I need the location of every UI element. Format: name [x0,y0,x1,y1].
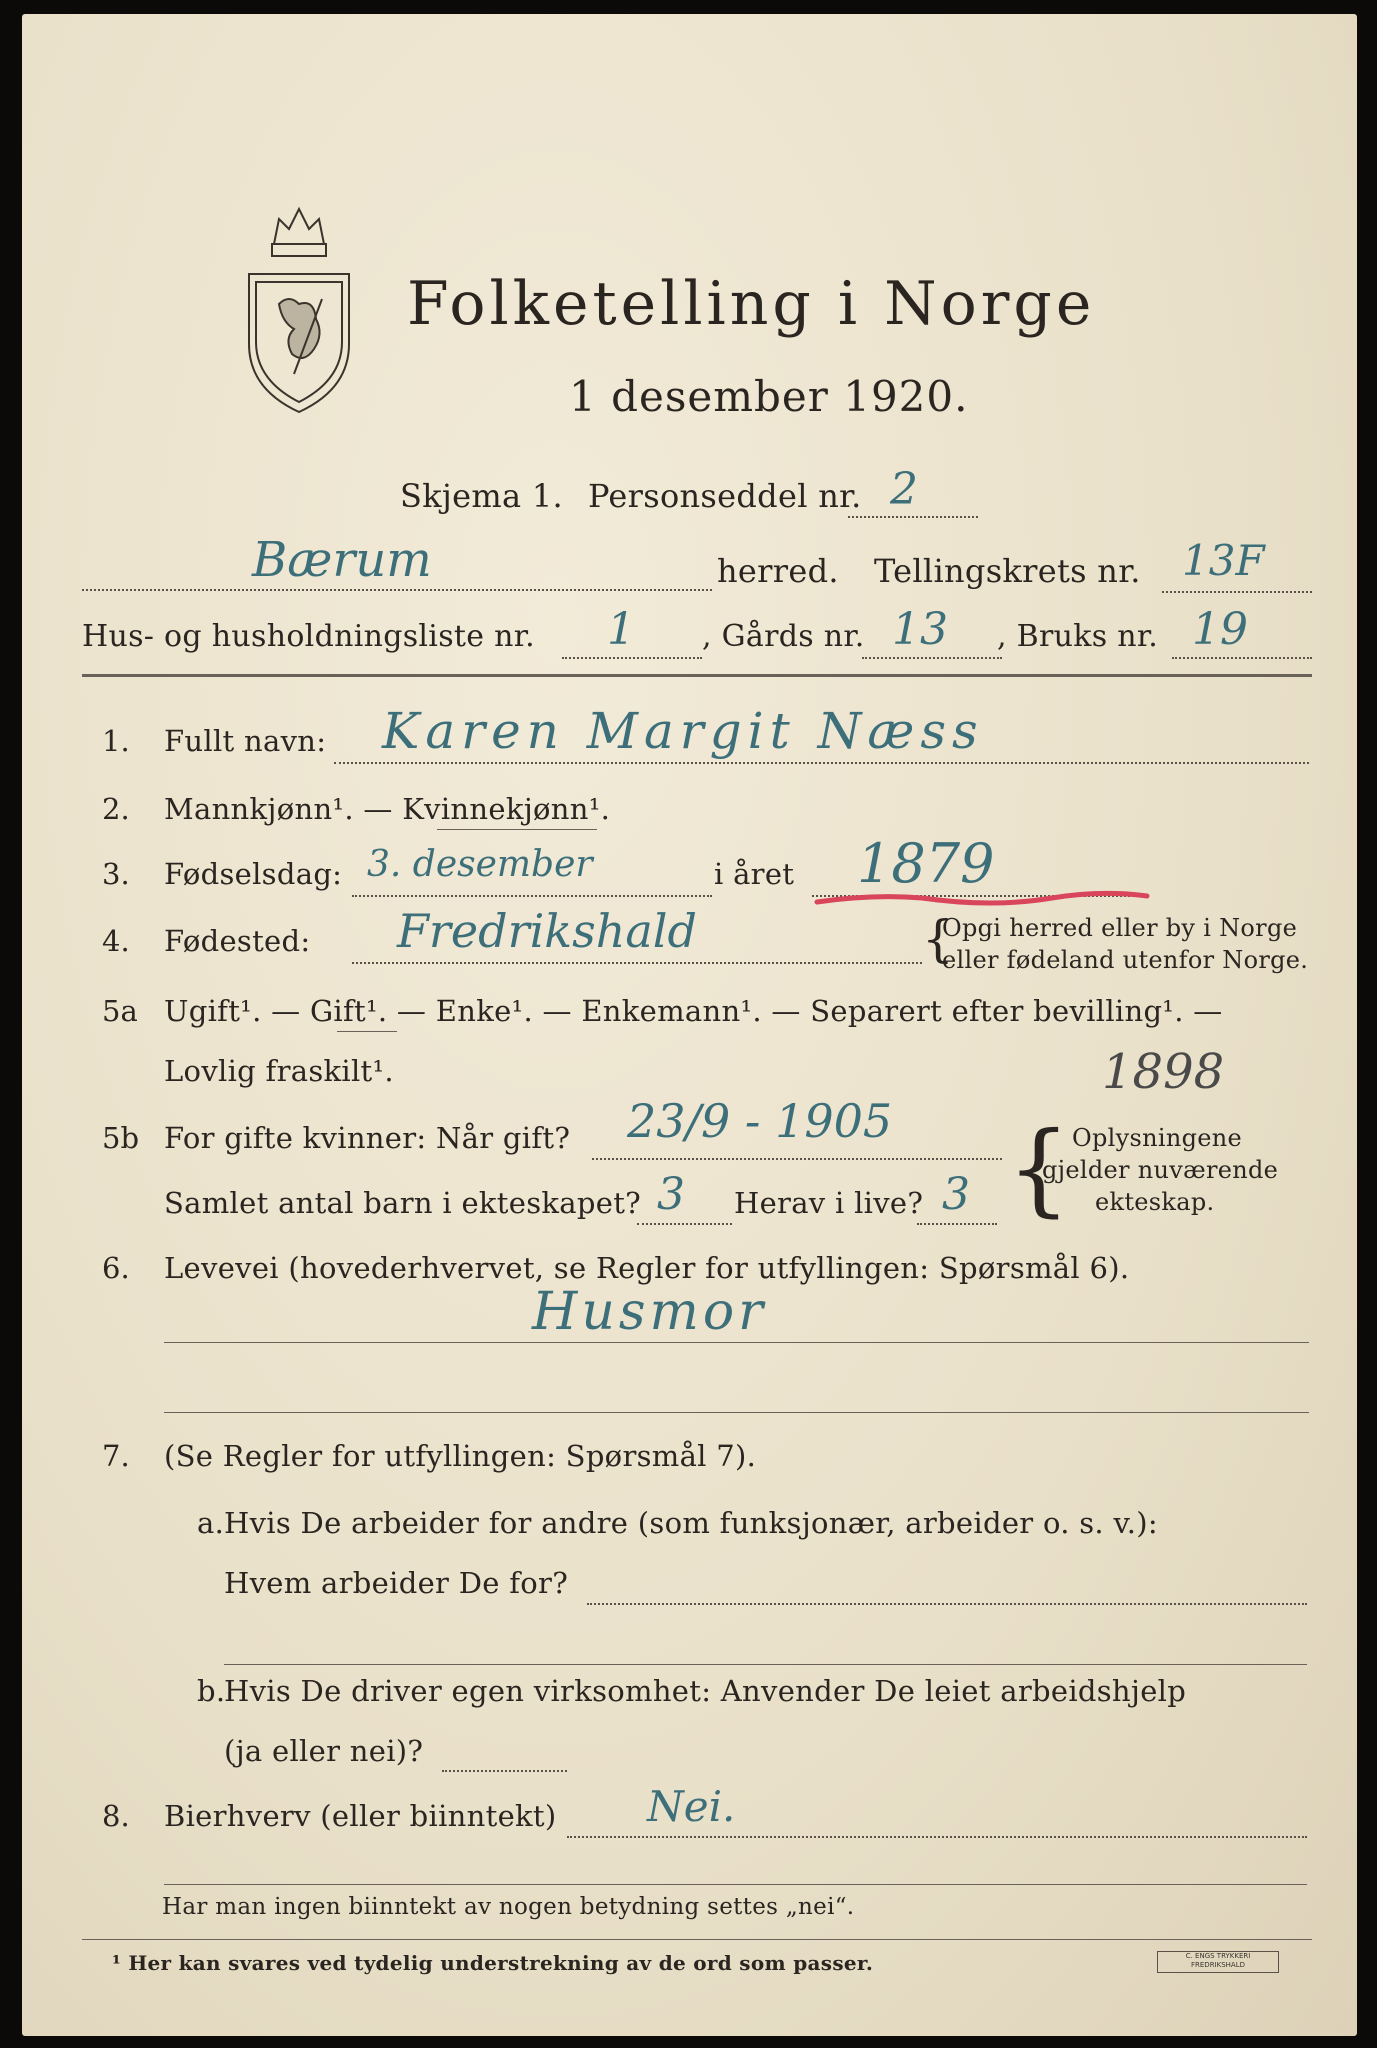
header-divider [82,674,1312,677]
skjema-label: Skjema 1. [400,477,563,515]
q3-year-label: i året [714,857,795,891]
q7b-number: b. [197,1674,226,1708]
q6-number: 6. [102,1251,130,1285]
q4-note-2: eller fødeland utenfor Norge. [942,946,1309,974]
q6-line-1 [164,1342,1309,1343]
tellingskrets-label: Tellingskrets nr. [874,552,1141,590]
q6-value: Husmor [532,1282,767,1342]
q8-label: Bierhverv (eller biinntekt) [164,1799,557,1833]
q7a-line-2 [224,1664,1307,1665]
q1-number: 1. [102,724,130,758]
q5b-note-2: gjelder nuværende [1042,1156,1279,1184]
q4-line [352,962,922,964]
husliste-label: Hus- og husholdningsliste nr. [82,619,535,654]
bruks-value: 19 [1192,604,1248,655]
q1-label: Fullt navn: [164,724,327,758]
q1-line [334,762,1309,764]
bruks-label: , Bruks nr. [997,619,1159,654]
q7a-label: Hvis De arbeider for andre (som funksjonær, arbeider o. s. v.): [224,1506,1158,1540]
q5b-alive-label: Herav i live? [734,1186,924,1220]
red-pencil-mark [812,884,1152,914]
q3-label: Fødselsdag: [164,857,343,891]
q7a-line-1 [587,1603,1307,1605]
q8-line [567,1836,1307,1838]
personseddel-value: 2 [890,464,918,515]
q1-value: Karen Margit Næss [382,702,984,760]
personseddel-line [848,516,978,518]
q4-label: Fødested: [164,924,311,958]
q5b-alive-value: 3 [942,1169,970,1220]
q8-line-2 [164,1884,1307,1885]
husliste-line [562,657,702,659]
bruks-line [1172,657,1312,659]
q3-number: 3. [102,857,130,891]
q5b-note-1: Oplysningene [1072,1124,1243,1152]
q3-year-value: 1879 [857,832,995,895]
q5b-line [592,1158,1002,1160]
q5b-note-3: ekteskap. [1095,1188,1215,1216]
tellingskrets-value: 13F [1182,536,1265,585]
q5b-children-label: Samlet antal barn i ekteskapet? [164,1186,641,1220]
q2-underline [437,829,597,830]
q4-number: 4. [102,924,130,958]
tellingskrets-line [1162,591,1312,593]
husliste-value: 1 [607,604,635,655]
q7b-label-2: (ja eller nei)? [224,1734,424,1768]
q5b-alive-line [917,1223,997,1225]
q5a-side-value: 1898 [1102,1044,1225,1100]
q5b-number: 5b [102,1121,140,1155]
herred-label: herred. [717,552,839,590]
form-date: 1 desember 1920. [569,372,969,421]
personseddel-label: Personseddel nr. [588,477,862,515]
q7b-line [442,1770,567,1772]
q2-number: 2. [102,792,130,826]
q3-value: 3. desember [367,844,593,885]
q5a-underline [337,1031,397,1032]
q5a-label: Ugift¹. — Gift¹. — Enke¹. — Enkemann¹. — Separert efter bevilling¹. — [164,994,1223,1028]
q7b-label: Hvis De driver egen virksomhet: Anvender De leiet arbeidshjelp [224,1674,1187,1708]
coat-of-arms-icon [244,204,354,419]
q6-label: Levevei (hovederhvervet, se Regler for utfyllingen: Spørsmål 6). [164,1251,1130,1285]
q7a-label-2: Hvem arbeider De for? [224,1566,569,1600]
q3-line [352,895,712,897]
q5b-children-value: 3 [657,1169,685,1220]
q4-brace: { [922,910,954,968]
q5a-label-2: Lovlig fraskilt¹. [164,1054,394,1088]
q8-number: 8. [102,1799,130,1833]
herred-value: Bærum [252,532,432,588]
q4-note-1: Opgi herred eller by i Norge [942,914,1298,942]
gards-value: 13 [892,604,948,655]
footer-divider [82,1939,1312,1940]
footer-note: Har man ingen biinntekt av nogen betydning settes „nei“. [162,1894,855,1920]
q5b-label: For gifte kvinner: Når gift? [164,1121,571,1155]
q7-number: 7. [102,1439,130,1473]
q4-value: Fredrikshald [397,904,697,958]
gards-label: , Gårds nr. [702,619,865,654]
q7a-number: a. [197,1506,225,1540]
census-form [22,14,1357,2036]
q5b-brace: { [1007,1110,1071,1227]
printer-stamp: C. ENGS TRYKKERI FREDRIKSHALD [1157,1951,1279,1973]
herred-line [82,589,712,591]
q8-value: Nei. [647,1782,736,1831]
footnote: ¹ Her kan svares ved tydelig understrekning av de ord som passer. [112,1951,874,1975]
q5b-value: 23/9 - 1905 [627,1094,893,1148]
q6-line-2 [164,1412,1309,1413]
form-title: Folketelling i Norge [407,269,1096,339]
gards-line [862,657,1002,659]
q7-label: (Se Regler for utfyllingen: Spørsmål 7). [164,1439,757,1473]
q5a-number: 5a [102,994,138,1028]
q2-label: Mannkjønn¹. — Kvinnekjønn¹. [164,792,611,826]
q5b-children-line [637,1223,732,1225]
